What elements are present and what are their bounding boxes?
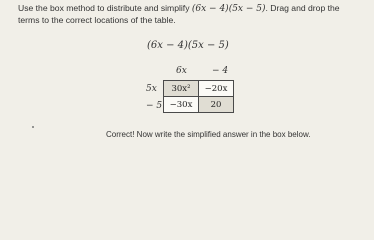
instructions-line2: terms to the correct locations of the table. bbox=[18, 15, 176, 25]
row-header-1: 5x bbox=[146, 84, 157, 94]
instructions-line1-prefix: Use the box method to distribute and simplify bbox=[18, 3, 192, 13]
box-method-table bbox=[163, 80, 234, 113]
box-cell-1-2[interactable]: −20x bbox=[199, 81, 234, 97]
instructions-line1-suffix: . Drag and drop the bbox=[265, 3, 340, 13]
box-row bbox=[164, 97, 234, 113]
box-cell-1-1[interactable]: 30x² bbox=[164, 81, 199, 97]
row-header-2: − 5 bbox=[146, 101, 163, 111]
column-header-1: 6x bbox=[176, 66, 187, 76]
box-cell-2-2[interactable]: 20 bbox=[199, 97, 234, 113]
box-cell-2-1[interactable]: −30x bbox=[164, 97, 199, 113]
instructions-expression: (6x − 4)(5x − 5) bbox=[191, 4, 266, 14]
instructions bbox=[18, 3, 368, 26]
feedback-message: Correct! Now write the simplified answer in the box below. bbox=[106, 130, 311, 139]
bullet-dot bbox=[32, 126, 34, 128]
problem-expression: (6x − 4)(5x − 5) bbox=[147, 40, 229, 51]
box-row bbox=[164, 81, 234, 97]
column-header-2: − 4 bbox=[212, 66, 229, 76]
